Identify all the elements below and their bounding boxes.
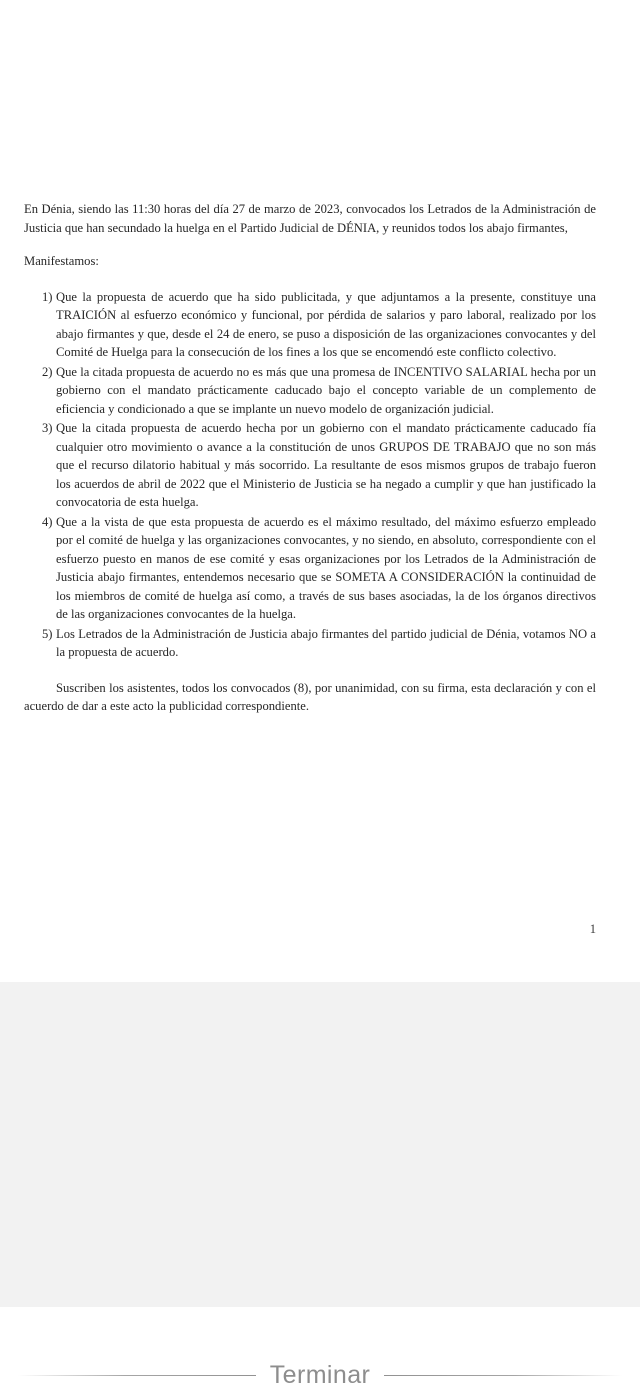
document-body (24, 200, 596, 716)
divider-line-right (384, 1375, 622, 1376)
claim-item (24, 363, 596, 419)
claim-marker: 2) (42, 364, 53, 379)
claim-text: Que la propuesta de acuerdo que ha sido publicitada, y que adjuntamos a la presente, constituye una TRAICIÓN al esfuerzo económico y funcional, por pérdida de salarios y paro laboral, realizado por los abajo firmantes y que, desde el 24 de enero, se puso a disposición de las organizaciones convocantes y del Comité de Huelga para la consecución de los fines a los que se encomendó este conflicto colectivo. (56, 289, 596, 359)
claim-item (24, 513, 596, 624)
claims-list (24, 288, 596, 662)
closing-paragraph: Suscriben los asistentes, todos los convocados (8), por unanimidad, con su firma, esta declaración y con el acuerdo de dar a este acto la publicidad correspondiente. (24, 680, 596, 713)
claim-text: Que a la vista de que esta propuesta de acuerdo es el máximo resultado, del máximo esfuerzo empleado por el comité de huelga y las organizaciones convocantes, y no siendo, en absoluto, correspondiente con el esfuerzo puesto en manos de ese comité y esas organizaciones por los Letrados de la Administración de Justicia abajo firmantes, entendemos necesario que se SOMETA A CONSIDERACIÓN la continuidad de los miembros de comité de huelga así como, a través de sus bases asociadas, la de los órganos directivos de las organizaciones convocantes de la huelga. (56, 514, 596, 621)
terminar-separator[interactable] (0, 1355, 640, 1386)
claim-text: Los Letrados de la Administración de Justicia abajo firmantes del partido judicial de Dénia, votamos NO a la propuesta de acuerdo. (56, 626, 596, 659)
divider-line-left (18, 1375, 256, 1376)
claim-marker: 4) (42, 514, 53, 529)
claim-text: Que la citada propuesta de acuerdo hecha por un gobierno con el mandato prácticamente caducado fía cualquier otro movimiento o avance a la constitución de unos GRUPOS DE TRABAJO que no son más que el recurso dilatorio habitual y más socorrido. La resultante de esos mismos grupos de trabajo fueron los acuerdos de abril de 2022 que el Ministerio de Justicia se ha negado a cumplir y que han justificado la convocatoria de esta huelga. (56, 421, 596, 509)
claim-marker: 5) (42, 626, 53, 641)
intro-paragraph: En Dénia, siendo las 11:30 horas del día 27 de marzo de 2023, convocados los Letrados de la Administración de Justicia que han secundado la huelga en el Partido Judicial de DÉNIA, y reunidos todos los abajo firmantes, (24, 202, 596, 235)
terminar-label[interactable]: Terminar (269, 1360, 371, 1386)
page-gap-area (0, 982, 640, 1307)
claim-item (24, 625, 596, 662)
manifestamos-heading: Manifestamos: (24, 254, 99, 268)
claim-text: Que la citada propuesta de acuerdo no es más que una promesa de INCENTIVO SALARIAL hecha por un gobierno con el mandato prácticamente caducado bajo el concepto variable de un complemento de eficiencia y condicionado a que se implante un nuevo modelo de organización judicial. (56, 364, 596, 416)
claim-marker: 1) (42, 289, 53, 304)
page-number: 1 (589, 922, 596, 936)
bottom-area (0, 1307, 640, 1386)
claim-item (24, 419, 596, 512)
claim-item (24, 288, 596, 362)
claim-marker: 3) (42, 421, 53, 435)
